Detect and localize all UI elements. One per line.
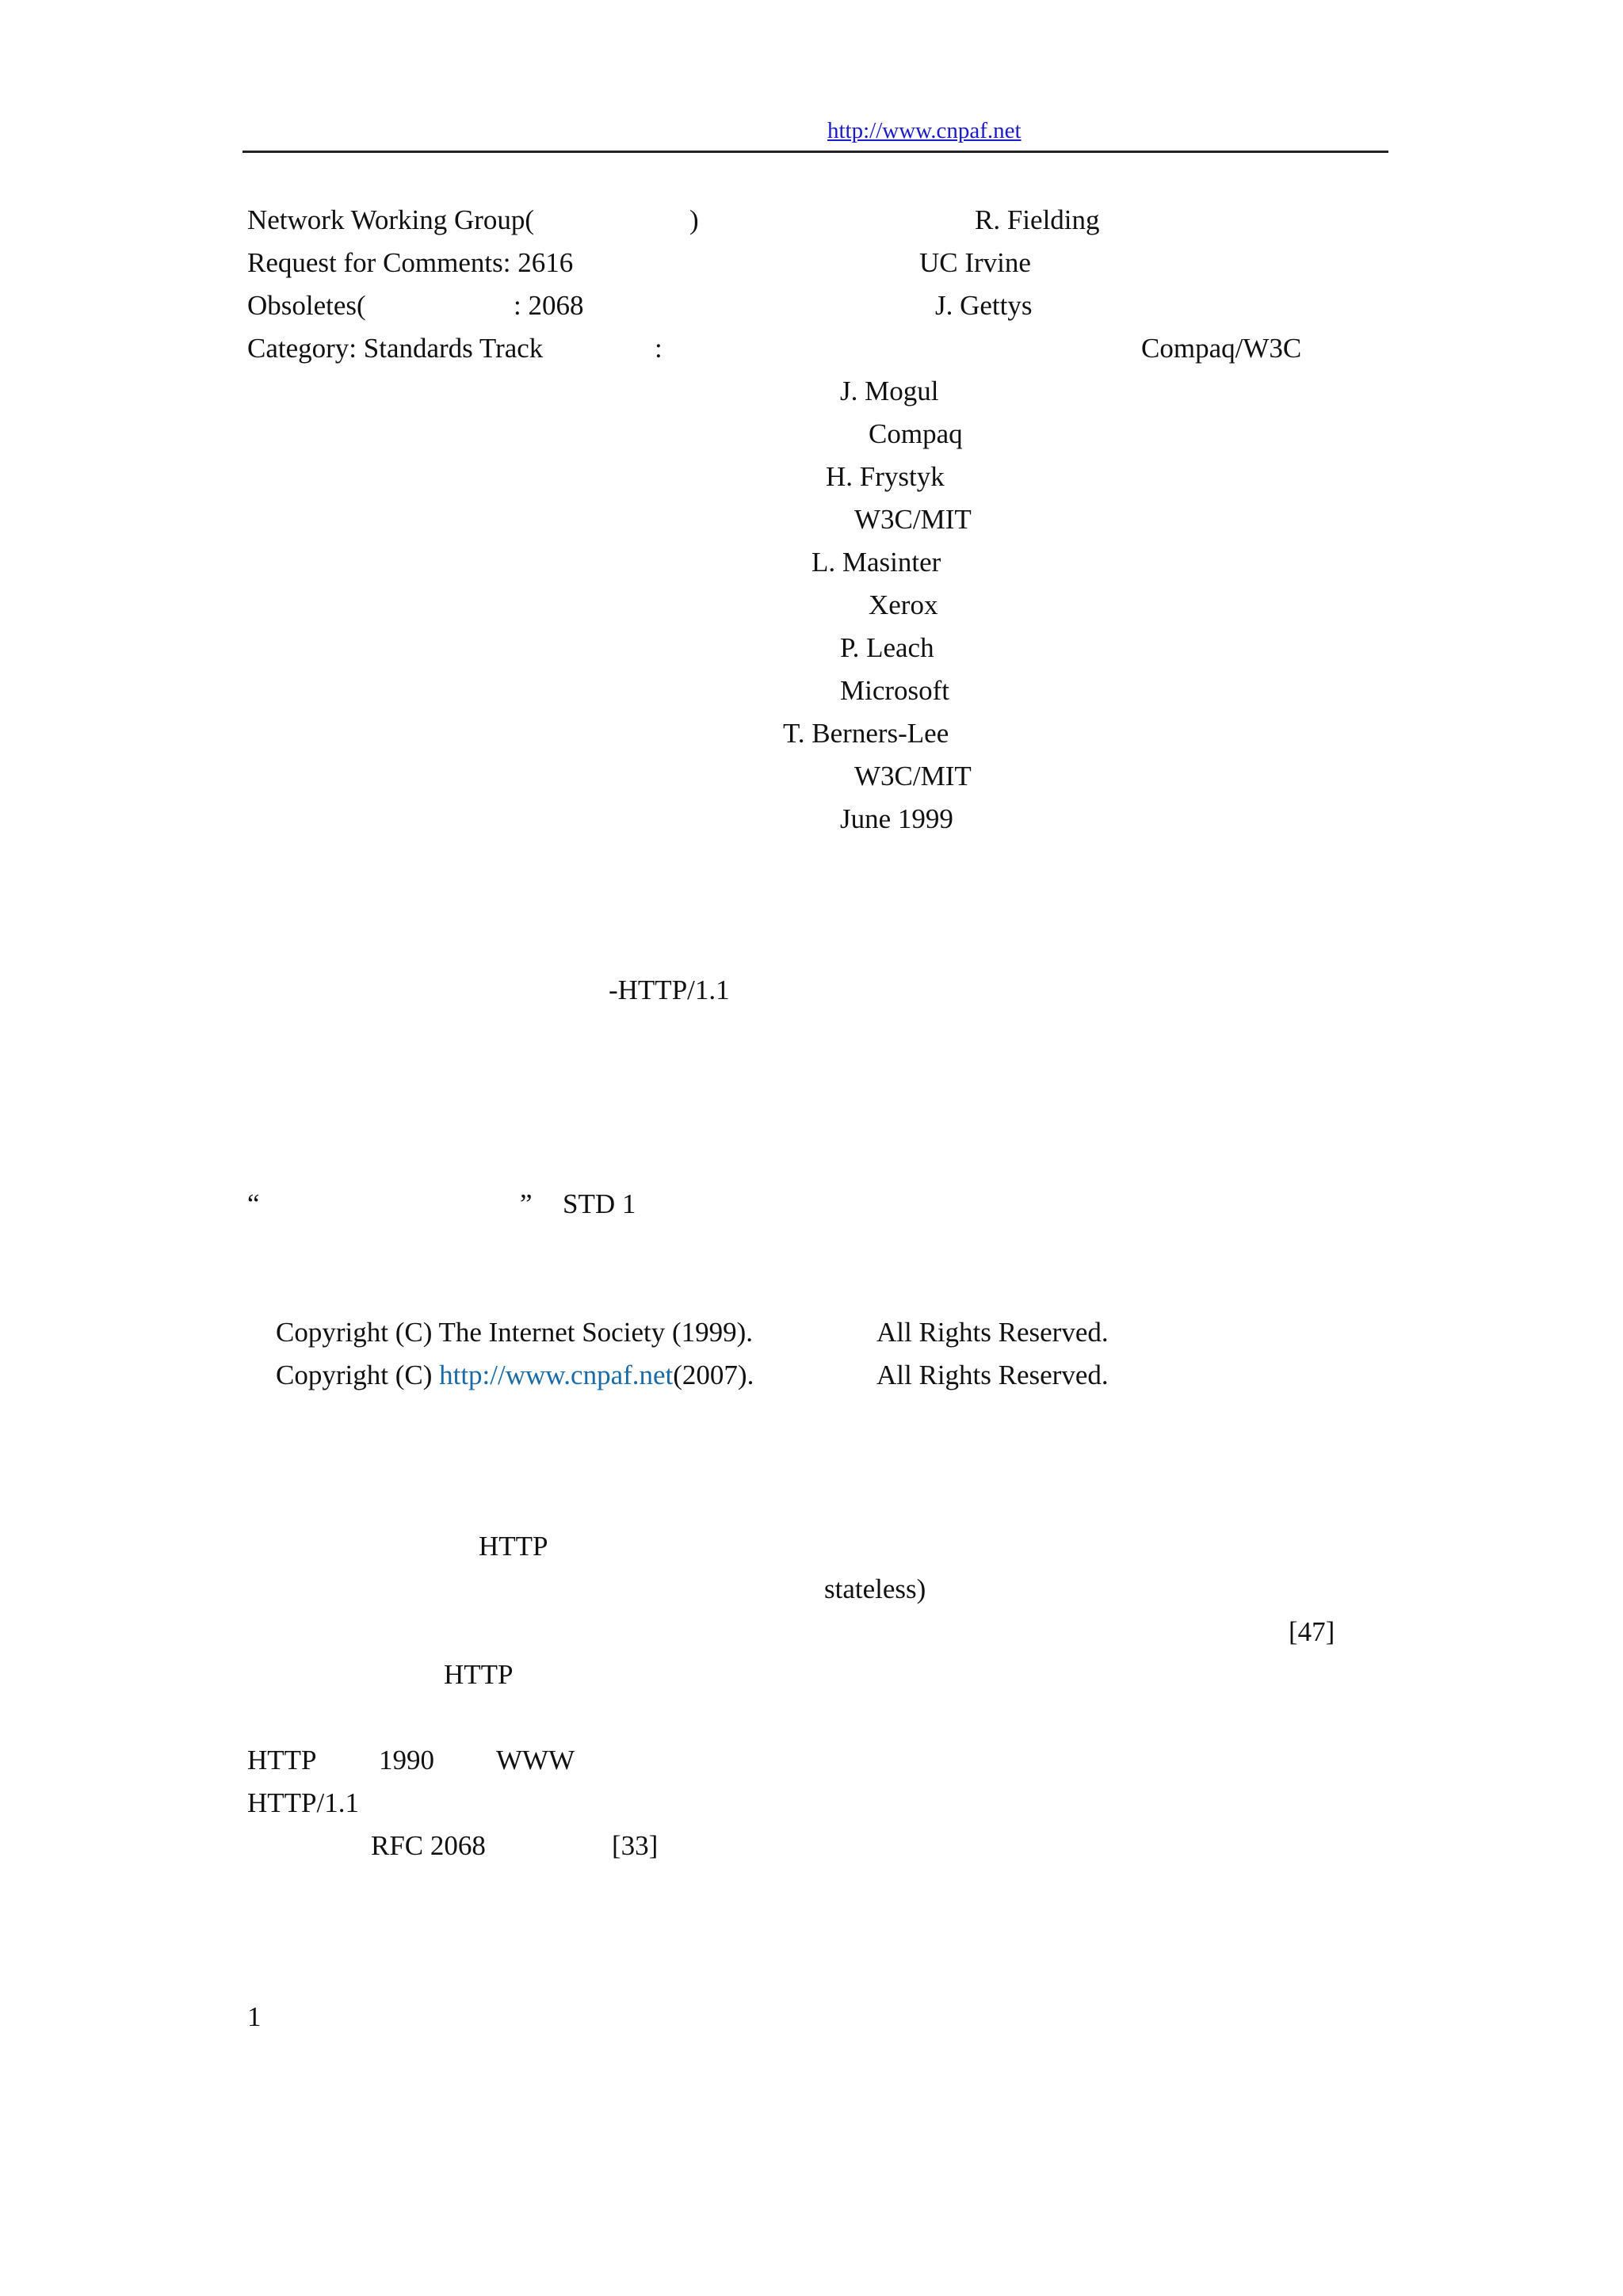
copyright-line-2: Copyright (C) http://www.cnpaf.net(2007). <box>276 1360 754 1390</box>
copyright-rights-2: All Rights Reserved. <box>876 1360 1109 1390</box>
author-org: W3C/MIT <box>854 504 972 535</box>
author-name: L. Masinter <box>812 547 941 578</box>
abstract-http-2: HTTP <box>444 1659 514 1690</box>
author-org: Microsoft <box>840 675 950 706</box>
status-std: STD 1 <box>563 1188 636 1219</box>
author-org: Xerox <box>869 589 938 620</box>
category-label: Category: Standards Track <box>247 333 544 364</box>
publication-date: June 1999 <box>840 803 953 834</box>
working-group-label: Network Working Group( <box>247 204 535 235</box>
page-number: 1 <box>247 2001 262 2032</box>
copyright-line-1: Copyright (C) The Internet Society (1999). <box>276 1317 754 1348</box>
document-title: -HTTP/1.1 <box>609 974 730 1005</box>
copyright-rights-1: All Rights Reserved. <box>876 1317 1109 1348</box>
rfc-number: Request for Comments: 2616 <box>247 247 574 278</box>
header-rule <box>242 151 1388 153</box>
status-close-quote: ” <box>520 1188 533 1219</box>
author-name: H. Frystyk <box>826 461 945 492</box>
status-open-quote: “ <box>247 1188 260 1219</box>
intro-www: WWW <box>496 1745 575 1775</box>
intro-http11: HTTP/1.1 <box>247 1787 359 1818</box>
intro-http: HTTP <box>247 1745 317 1775</box>
abstract-ref-47: [47] <box>1289 1616 1335 1647</box>
author-org: Compaq <box>869 418 963 449</box>
header-link[interactable]: http://www.cnpaf.net <box>827 118 1022 143</box>
intro-rfc: RFC 2068 <box>371 1830 486 1861</box>
obsoletes-value: : 2068 <box>514 290 584 321</box>
obsoletes-label: Obsoletes( <box>247 290 366 321</box>
working-group-paren: ) <box>689 204 699 235</box>
author-org: Compaq/W3C <box>1141 333 1302 364</box>
author-name: R. Fielding <box>975 204 1100 235</box>
intro-ref-33: [33] <box>612 1830 659 1861</box>
category-colon: : <box>655 333 663 364</box>
author-org: W3C/MIT <box>854 761 972 791</box>
intro-year: 1990 <box>379 1745 434 1775</box>
author-name: P. Leach <box>840 632 934 663</box>
author-org: UC Irvine <box>919 247 1031 278</box>
abstract-http: HTTP <box>479 1531 548 1562</box>
copyright-link[interactable]: http://www.cnpaf.net <box>439 1360 674 1390</box>
author-name: J. Mogul <box>840 376 939 406</box>
author-name: T. Berners-Lee <box>783 718 949 749</box>
author-name: J. Gettys <box>935 290 1033 321</box>
abstract-stateless: stateless) <box>824 1573 926 1604</box>
